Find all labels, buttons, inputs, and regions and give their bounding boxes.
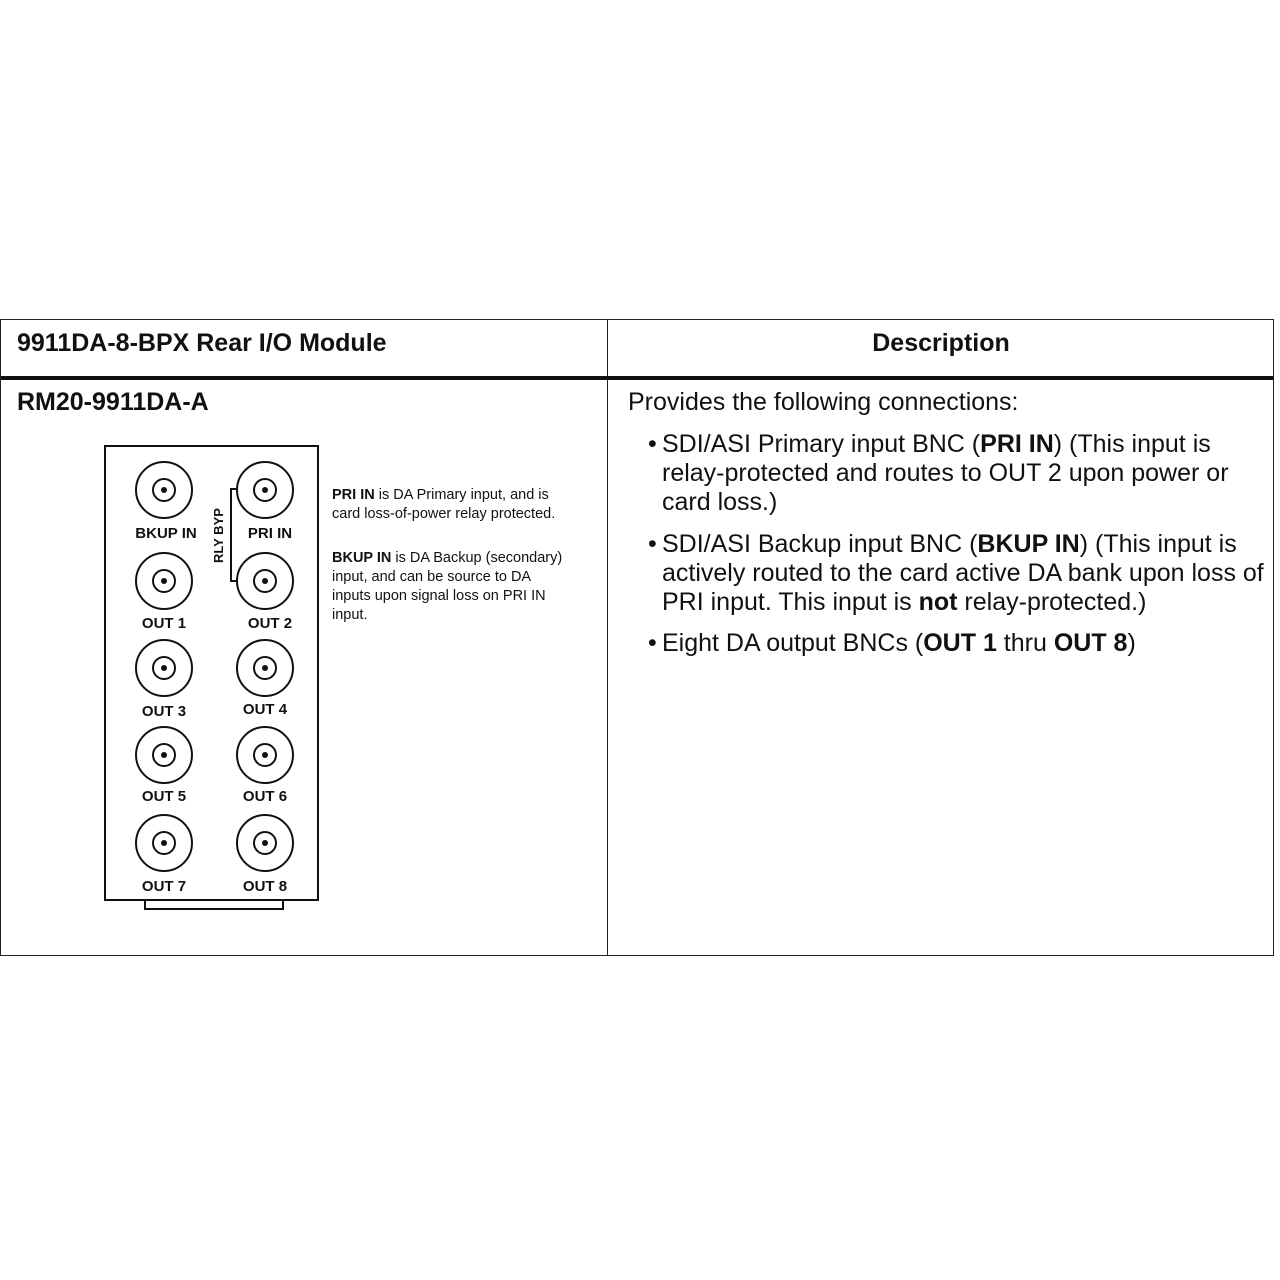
column-divider [607,320,608,955]
bnc-out5-icon [135,726,193,784]
bnc-out6-icon [236,726,294,784]
bnc-pri-in-icon [236,461,294,519]
header-description: Description [872,329,1010,357]
bnc-out4-icon [236,639,294,697]
bnc-out1-icon [135,552,193,610]
bnc-out8-icon [236,814,294,872]
label-out5: OUT 5 [141,788,187,805]
label-pri-in: PRI IN [247,525,293,542]
label-out3: OUT 3 [141,703,187,720]
model-number: RM20-9911DA-A [17,388,209,416]
panel-tab [144,900,284,910]
label-out7: OUT 7 [141,878,187,895]
note-bkup-in: BKUP IN is DA Backup (secondary) input, and can be source to DA inputs upon signal loss on PRI IN input. [332,550,563,623]
label-bkup-in: BKUP IN [135,525,197,542]
bnc-out7-icon [135,814,193,872]
label-out8: OUT 8 [242,878,288,895]
note-pri-in: PRI IN is DA Primary input, and is card loss-of-power relay protected. [332,487,556,522]
rly-byp-label: RLY BYP [211,508,226,563]
header-rule [1,376,1273,380]
label-out6: OUT 6 [242,788,288,805]
bnc-bkup-in-icon [135,461,193,519]
header-module: 9911DA-8-BPX Rear I/O Module [17,329,387,357]
label-out2: OUT 2 [247,615,293,632]
bnc-out3-icon [135,639,193,697]
rly-bracket [230,488,232,582]
label-out4: OUT 4 [242,701,288,718]
bnc-out2-icon [236,552,294,610]
description-intro: Provides the following connections: [628,388,1019,416]
label-out1: OUT 1 [141,615,187,632]
